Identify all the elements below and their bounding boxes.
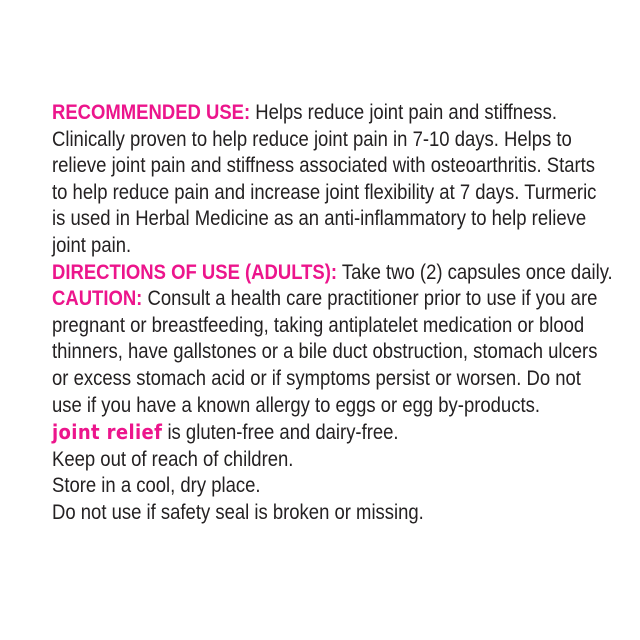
section-heading: RECOMMENDED USE: xyxy=(52,101,251,124)
label-line-text: Consult a health care practitioner prior to use if you are xyxy=(142,287,598,311)
label-line xyxy=(52,180,598,207)
label-line xyxy=(52,233,598,260)
label-line-text: thinners, have gallstones or a bile duct obstruction, stomach ulcers xyxy=(52,340,598,364)
label-line xyxy=(52,313,598,340)
section-heading: DIRECTIONS OF USE (ADULTS): xyxy=(52,260,338,284)
label-line-text: Clinically proven to help reduce joint pain in 7-10 days. Helps to xyxy=(52,127,572,151)
label-line xyxy=(52,500,598,527)
label-line xyxy=(52,393,598,420)
label-line xyxy=(52,153,598,180)
label-line xyxy=(52,286,598,313)
label-line-text: joint pain. xyxy=(52,233,132,257)
label-line xyxy=(52,419,598,447)
product-label-text-block xyxy=(52,100,613,527)
label-line xyxy=(52,366,598,393)
label-line-text: is gluten-free and dairy-free. xyxy=(162,421,399,445)
label-line xyxy=(52,339,598,366)
label-line-text: use if you have a known allergy to eggs or egg by-products. xyxy=(52,393,540,417)
label-line xyxy=(52,260,613,287)
label-line-text: relieve joint pain and stiffness associated with osteoarthritis. Starts xyxy=(52,154,596,178)
label-line-text: Store in a cool, dry place. xyxy=(52,474,261,498)
label-line xyxy=(52,100,598,127)
label-line-text: Do not use if safety seal is broken or missing. xyxy=(52,500,424,524)
brand-name: joint relief xyxy=(52,420,163,445)
label-line xyxy=(52,447,598,474)
section-heading: CAUTION: xyxy=(52,287,143,311)
label-line xyxy=(52,473,598,500)
label-line-text: pregnant or breastfeeding, taking antiplatelet medication or blood xyxy=(52,313,585,337)
label-line-text: Take two (2) capsules once daily. xyxy=(337,260,613,284)
label-line xyxy=(52,206,598,233)
label-line-text: Keep out of reach of children. xyxy=(52,447,294,471)
label-line-text: Helps reduce joint pain and stiffness. xyxy=(250,101,557,124)
label-line-text: or excess stomach acid or if symptoms persist or worsen. Do not xyxy=(52,366,581,390)
label-line-text: to help reduce pain and increase joint flexibility at 7 days. Turmeric xyxy=(52,180,597,204)
label-line-text: is used in Herbal Medicine as an anti-inflammatory to help relieve xyxy=(52,207,587,231)
label-line xyxy=(52,127,598,154)
